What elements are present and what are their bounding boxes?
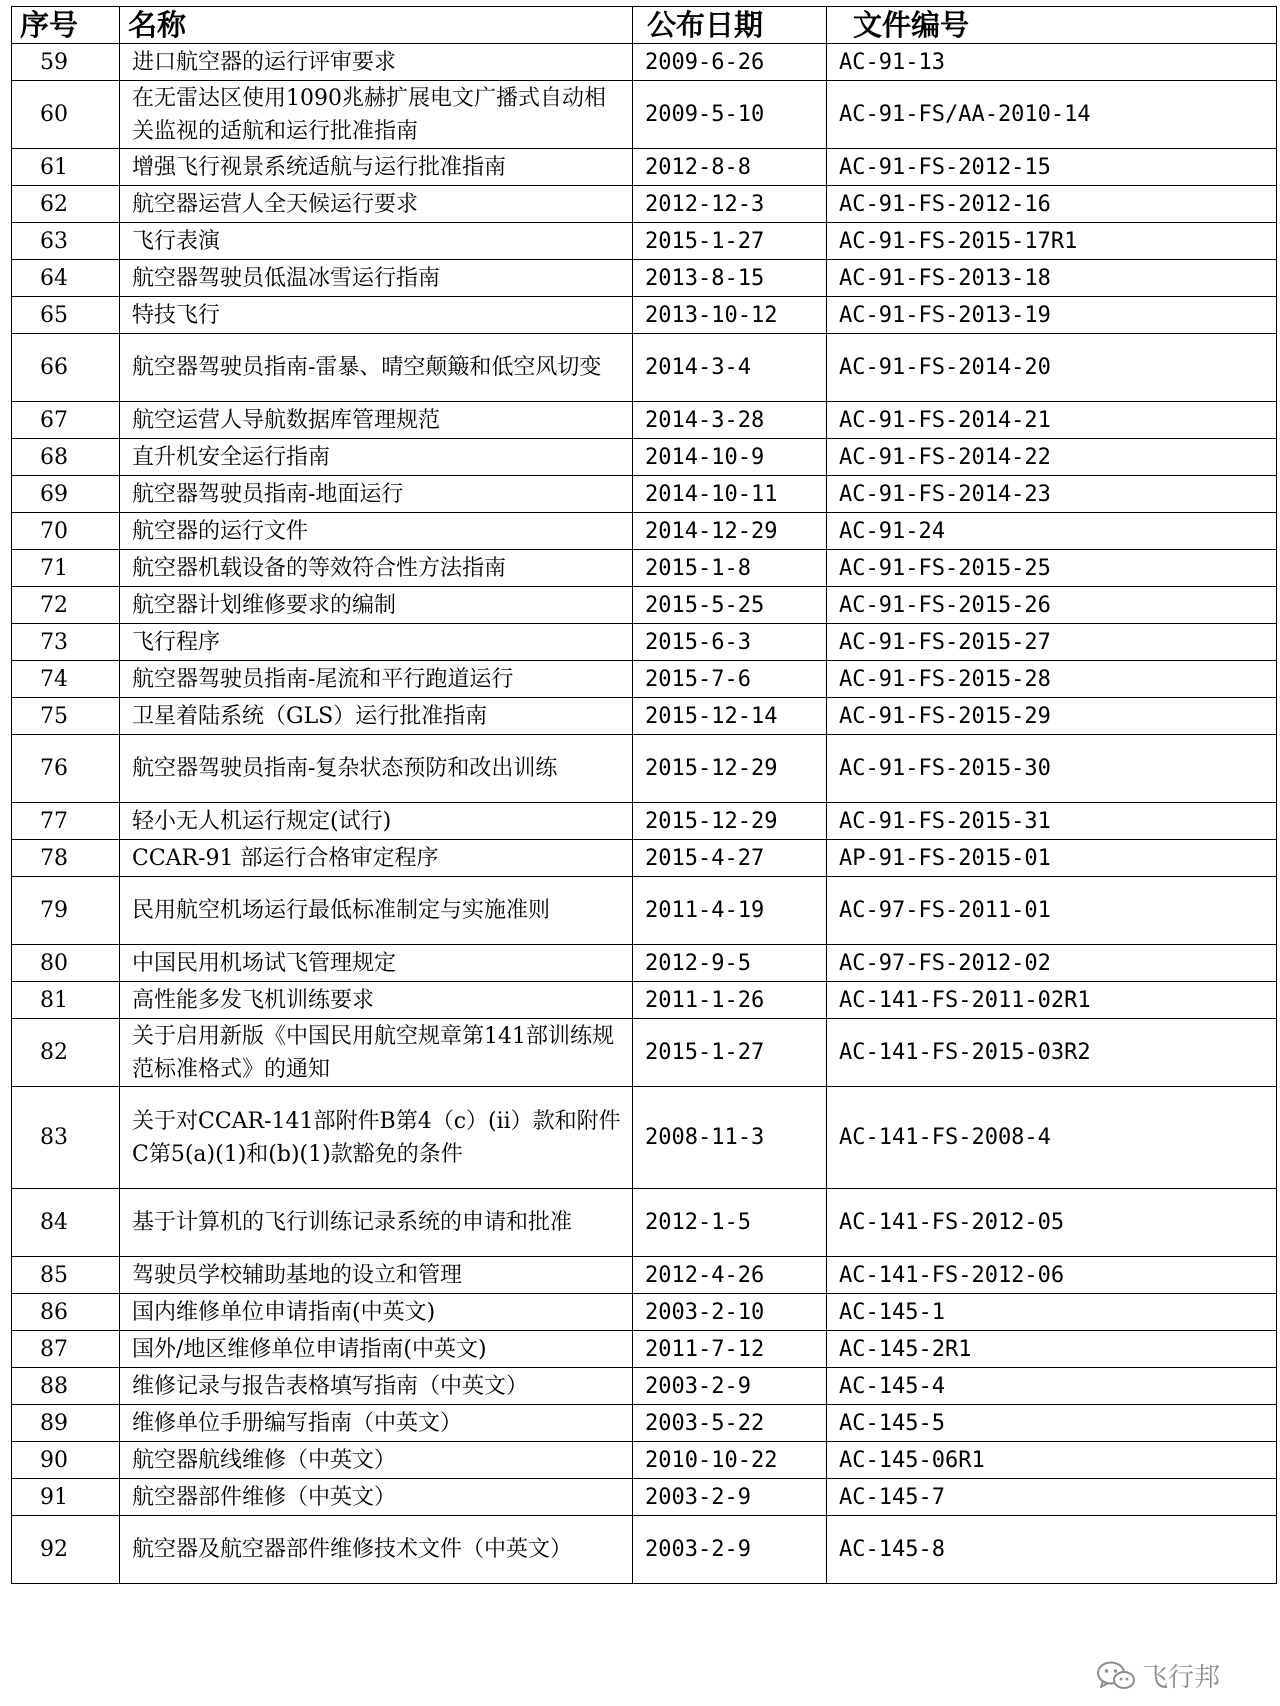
row-no: 70 (12, 513, 120, 550)
table-row (12, 439, 1277, 476)
regulation-table (11, 6, 1277, 1584)
row-code: AC-145-8 (827, 1516, 1277, 1584)
row-name: 飞行表演 (120, 223, 633, 260)
row-date: 2015-7-6 (633, 661, 827, 698)
row-name: 航空器驾驶员指南-复杂状态预防和改出训练 (120, 735, 633, 803)
row-date: 2015-1-27 (633, 1019, 827, 1087)
row-date: 2003-5-22 (633, 1405, 827, 1442)
table-row (12, 1087, 1277, 1189)
row-no: 88 (12, 1368, 120, 1405)
table-row (12, 1368, 1277, 1405)
row-name: 航空器驾驶员指南-地面运行 (120, 476, 633, 513)
row-date: 2011-4-19 (633, 877, 827, 945)
table-row (12, 550, 1277, 587)
table-row (12, 1442, 1277, 1479)
row-no: 63 (12, 223, 120, 260)
row-date: 2012-1-5 (633, 1189, 827, 1257)
row-date: 2012-12-3 (633, 186, 827, 223)
row-code: AC-91-FS-2013-19 (827, 297, 1277, 334)
row-code: AC-97-FS-2011-01 (827, 877, 1277, 945)
row-date: 2012-9-5 (633, 945, 827, 982)
row-date: 2009-6-26 (633, 44, 827, 81)
row-code: AC-141-FS-2015-03R2 (827, 1019, 1277, 1087)
row-name: 飞行程序 (120, 624, 633, 661)
row-code: AC-91-FS-2015-27 (827, 624, 1277, 661)
row-date: 2014-10-11 (633, 476, 827, 513)
row-no: 75 (12, 698, 120, 735)
row-code: AC-91-FS-2012-15 (827, 149, 1277, 186)
row-no: 78 (12, 840, 120, 877)
table-row (12, 223, 1277, 260)
row-date: 2008-11-3 (633, 1087, 827, 1189)
row-code: AC-141-FS-2012-05 (827, 1189, 1277, 1257)
watermark-text: 飞行邦 (1142, 1663, 1221, 1693)
row-name: 增强飞行视景系统适航与运行批准指南 (120, 149, 633, 186)
row-no: 65 (12, 297, 120, 334)
row-code: AC-91-FS-2014-21 (827, 402, 1277, 439)
row-no: 87 (12, 1331, 120, 1368)
row-no: 69 (12, 476, 120, 513)
table-row (12, 877, 1277, 945)
row-no: 80 (12, 945, 120, 982)
table-row (12, 44, 1277, 81)
row-date: 2014-10-9 (633, 439, 827, 476)
row-no: 68 (12, 439, 120, 476)
row-no: 89 (12, 1405, 120, 1442)
row-date: 2013-10-12 (633, 297, 827, 334)
row-name: 国内维修单位申请指南(中英文) (120, 1294, 633, 1331)
row-code: AC-91-FS-2015-25 (827, 550, 1277, 587)
row-code: AC-91-FS-2015-31 (827, 803, 1277, 840)
table-row (12, 587, 1277, 624)
row-date: 2003-2-9 (633, 1479, 827, 1516)
row-no: 62 (12, 186, 120, 223)
row-no: 72 (12, 587, 120, 624)
row-name: 直升机安全运行指南 (120, 439, 633, 476)
row-code: AC-91-FS-2013-18 (827, 260, 1277, 297)
table-row (12, 1405, 1277, 1442)
watermark (1096, 1657, 1220, 1694)
row-date: 2015-5-25 (633, 587, 827, 624)
table-row (12, 735, 1277, 803)
row-code: AC-145-7 (827, 1479, 1277, 1516)
row-date: 2013-8-15 (633, 260, 827, 297)
row-no: 74 (12, 661, 120, 698)
row-name: 在无雷达区使用1090兆赫扩展电文广播式自动相关监视的适航和运行批准指南 (120, 81, 633, 149)
row-date: 2003-2-9 (633, 1516, 827, 1584)
table-row (12, 1189, 1277, 1257)
row-date: 2014-3-28 (633, 402, 827, 439)
header-date: 公布日期 (633, 7, 827, 44)
row-no: 64 (12, 260, 120, 297)
row-code: AC-145-06R1 (827, 1442, 1277, 1479)
table-row (12, 1479, 1277, 1516)
row-name: CCAR-91 部运行合格审定程序 (120, 840, 633, 877)
row-no: 60 (12, 81, 120, 149)
table-row (12, 1331, 1277, 1368)
row-no: 86 (12, 1294, 120, 1331)
header-code: 文件编号 (827, 7, 1277, 44)
table-row (12, 661, 1277, 698)
row-no: 91 (12, 1479, 120, 1516)
table-row (12, 840, 1277, 877)
row-code: AC-91-FS-2015-26 (827, 587, 1277, 624)
row-no: 61 (12, 149, 120, 186)
row-date: 2011-1-26 (633, 982, 827, 1019)
row-code: AP-91-FS-2015-01 (827, 840, 1277, 877)
row-code: AC-141-FS-2012-06 (827, 1257, 1277, 1294)
row-code: AC-91-FS-2015-17R1 (827, 223, 1277, 260)
row-date: 2015-6-3 (633, 624, 827, 661)
row-code: AC-91-13 (827, 44, 1277, 81)
row-no: 84 (12, 1189, 120, 1257)
row-code: AC-91-FS-2012-16 (827, 186, 1277, 223)
row-code: AC-145-5 (827, 1405, 1277, 1442)
row-no: 85 (12, 1257, 120, 1294)
row-name: 国外/地区维修单位申请指南(中英文) (120, 1331, 633, 1368)
row-name: 航空器的运行文件 (120, 513, 633, 550)
row-code: AC-91-FS-2015-30 (827, 735, 1277, 803)
row-no: 77 (12, 803, 120, 840)
row-name: 航空器航线维修（中英文） (120, 1442, 633, 1479)
row-name: 民用航空机场运行最低标准制定与实施准则 (120, 877, 633, 945)
table-row (12, 1257, 1277, 1294)
table-row (12, 260, 1277, 297)
row-date: 2015-12-14 (633, 698, 827, 735)
table-row (12, 1019, 1277, 1087)
row-name: 进口航空器的运行评审要求 (120, 44, 633, 81)
row-code: AC-145-4 (827, 1368, 1277, 1405)
row-name: 高性能多发飞机训练要求 (120, 982, 633, 1019)
table-row (12, 402, 1277, 439)
row-name: 维修记录与报告表格填写指南（中英文） (120, 1368, 633, 1405)
header-name: 名称 (120, 7, 633, 44)
table-row (12, 476, 1277, 513)
row-code: AC-91-FS-2015-29 (827, 698, 1277, 735)
row-no: 79 (12, 877, 120, 945)
table-row (12, 698, 1277, 735)
wechat-icon (1096, 1660, 1136, 1692)
table-row (12, 149, 1277, 186)
document-table-container (11, 6, 1276, 1584)
row-name: 基于计算机的飞行训练记录系统的申请和批准 (120, 1189, 633, 1257)
row-name: 航空器驾驶员指南-尾流和平行跑道运行 (120, 661, 633, 698)
row-name: 轻小无人机运行规定(试行) (120, 803, 633, 840)
row-name: 维修单位手册编写指南（中英文） (120, 1405, 633, 1442)
row-name: 卫星着陆系统（GLS）运行批准指南 (120, 698, 633, 735)
table-row (12, 81, 1277, 149)
table-header-row (12, 7, 1277, 44)
row-code: AC-91-FS-2014-20 (827, 334, 1277, 402)
table-row (12, 803, 1277, 840)
row-name: 航空器驾驶员指南-雷暴、晴空颠簸和低空风切变 (120, 334, 633, 402)
header-no: 序号 (12, 7, 120, 44)
row-name: 中国民用机场试飞管理规定 (120, 945, 633, 982)
row-code: AC-91-FS-2014-23 (827, 476, 1277, 513)
row-no: 82 (12, 1019, 120, 1087)
row-no: 73 (12, 624, 120, 661)
row-name: 驾驶员学校辅助基地的设立和管理 (120, 1257, 633, 1294)
row-name: 航空器机载设备的等效符合性方法指南 (120, 550, 633, 587)
row-name: 关于对CCAR-141部附件B第4（c）(ii）款和附件C第5(a)(1)和(b)(1)款豁免的条件 (120, 1087, 633, 1189)
table-row (12, 982, 1277, 1019)
row-code: AC-145-2R1 (827, 1331, 1277, 1368)
row-date: 2010-10-22 (633, 1442, 827, 1479)
row-date: 2015-1-8 (633, 550, 827, 587)
row-date: 2011-7-12 (633, 1331, 827, 1368)
row-date: 2014-3-4 (633, 334, 827, 402)
row-no: 67 (12, 402, 120, 439)
table-row (12, 186, 1277, 223)
row-name: 关于启用新版《中国民用航空规章第141部训练规范标准格式》的通知 (120, 1019, 633, 1087)
row-code: AC-91-FS/AA-2010-14 (827, 81, 1277, 149)
row-no: 90 (12, 1442, 120, 1479)
row-no: 83 (12, 1087, 120, 1189)
row-date: 2014-12-29 (633, 513, 827, 550)
table-row (12, 624, 1277, 661)
row-code: AC-145-1 (827, 1294, 1277, 1331)
row-code: AC-91-24 (827, 513, 1277, 550)
row-date: 2012-4-26 (633, 1257, 827, 1294)
row-code: AC-97-FS-2012-02 (827, 945, 1277, 982)
table-row (12, 1294, 1277, 1331)
row-code: AC-141-FS-2011-02R1 (827, 982, 1277, 1019)
row-code: AC-91-FS-2014-22 (827, 439, 1277, 476)
row-no: 76 (12, 735, 120, 803)
row-name: 航空器及航空器部件维修技术文件（中英文） (120, 1516, 633, 1584)
row-date: 2003-2-10 (633, 1294, 827, 1331)
row-name: 特技飞行 (120, 297, 633, 334)
row-date: 2009-5-10 (633, 81, 827, 149)
row-date: 2015-4-27 (633, 840, 827, 877)
row-name: 航空器部件维修（中英文） (120, 1479, 633, 1516)
row-no: 92 (12, 1516, 120, 1584)
row-name: 航空器驾驶员低温冰雪运行指南 (120, 260, 633, 297)
row-name: 航空器运营人全天候运行要求 (120, 186, 633, 223)
row-date: 2015-12-29 (633, 735, 827, 803)
table-row (12, 945, 1277, 982)
row-name: 航空器计划维修要求的编制 (120, 587, 633, 624)
row-date: 2012-8-8 (633, 149, 827, 186)
row-date: 2015-1-27 (633, 223, 827, 260)
row-no: 71 (12, 550, 120, 587)
row-no: 59 (12, 44, 120, 81)
row-name: 航空运营人导航数据库管理规范 (120, 402, 633, 439)
table-row (12, 513, 1277, 550)
row-no: 66 (12, 334, 120, 402)
row-no: 81 (12, 982, 120, 1019)
row-code: AC-91-FS-2015-28 (827, 661, 1277, 698)
row-date: 2015-12-29 (633, 803, 827, 840)
row-date: 2003-2-9 (633, 1368, 827, 1405)
row-code: AC-141-FS-2008-4 (827, 1087, 1277, 1189)
table-row (12, 334, 1277, 402)
table-row (12, 297, 1277, 334)
table-row (12, 1516, 1277, 1584)
